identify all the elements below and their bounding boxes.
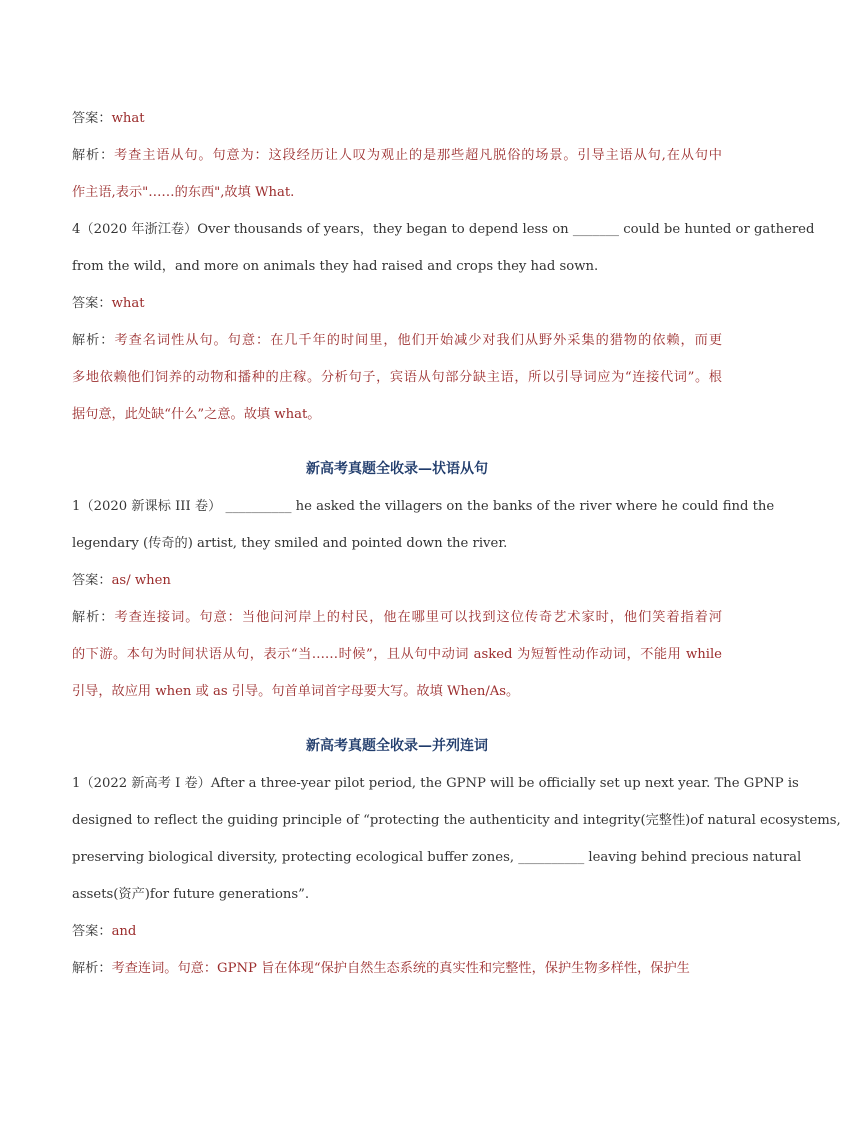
- answer-label: 答案：: [72, 111, 112, 126]
- answer-line: [72, 100, 722, 137]
- analysis-text: 考查连接词。句意：当他问河岸上的村民，他在哪里可以找到这位传奇艺术家时，他们笑着指着河: [114, 610, 723, 625]
- analysis-label: 解析：: [72, 961, 112, 976]
- answer-value: and: [111, 924, 137, 939]
- answer-line: [72, 562, 722, 599]
- answer-label: 答案：: [72, 296, 112, 311]
- answer-line: [72, 913, 722, 950]
- analysis-text: 考查连词。句意：GPNP 旨在体现“保护自然生态系统的真实性和完整性，保护生物多样性，保护生: [111, 961, 690, 976]
- analysis-line: 的下游。本句为时间状语从句，表示“当……时候”，且从句中动词 asked 为短暂性动作动词，不能用 while: [72, 647, 722, 662]
- analysis-text: 考查主语从句。句意为：这段经历让人叹为观止的是那些超凡脱俗的场景。引导主语从句,在从句中: [114, 148, 722, 163]
- question-line: from the wild，and more on animals they had raised and crops they had sown.: [72, 259, 599, 274]
- question-paragraph: [72, 765, 841, 913]
- section-title-adverbial: 新高考真题全收录—状语从句: [306, 461, 488, 477]
- question-paragraph: [72, 488, 775, 562]
- document-page: [72, 100, 841, 987]
- analysis-label: 解析：: [72, 148, 115, 163]
- question-line: 1（2022 新高考 I 卷）After a three-year pilot period, the GPNP will be officially set up next year. The GPNP is: [72, 776, 799, 791]
- analysis-line: 引导，故应用 when 或 as 引导。句首单词首字母要大写。故填 When/As。: [72, 684, 520, 699]
- answer-value: what: [111, 296, 145, 311]
- analysis-line: [72, 950, 722, 987]
- analysis-paragraph: [72, 322, 722, 433]
- analysis-line: 多地依赖他们饲养的动物和播种的庄稼。分析句子，宾语从句部分缺主语，所以引导词应为“连接代词”。根: [72, 370, 722, 385]
- answer-line: [72, 285, 722, 322]
- question-line: legendary (传奇的) artist, they smiled and pointed down the river.: [72, 536, 508, 551]
- analysis-line: [72, 137, 722, 174]
- analysis-line: 据句意，此处缺“什么”之意。故填 what。: [72, 407, 321, 422]
- question-line: designed to reflect the guiding principle of “protecting the authenticity and integrity(完整性)of natural ecosystems,: [72, 813, 841, 828]
- question-line: 1（2020 新课标 III 卷） __________ he asked the villagers on the banks of the river where he could find the: [72, 499, 775, 514]
- section-title-coordinating: 新高考真题全收录—并列连词: [306, 738, 488, 754]
- answer-label: 答案：: [72, 573, 112, 588]
- analysis-paragraph: [72, 599, 722, 710]
- analysis-text: 考查名词性从句。句意：在几千年的时间里，他们开始减少对我们从野外采集的猎物的依赖，而更: [114, 333, 723, 348]
- answer-label: 答案：: [72, 924, 112, 939]
- analysis-paragraph: [72, 137, 722, 211]
- question-line: preserving biological diversity, protecting ecological buffer zones, __________ leaving behind precious natural: [72, 850, 802, 865]
- question-line: 4（2020 年浙江卷）Over thousands of years，they began to depend less on _______ could be hunted or gathered: [72, 222, 815, 237]
- question-paragraph: [72, 211, 815, 285]
- answer-value: as/ when: [111, 573, 171, 588]
- analysis-line: [72, 322, 722, 359]
- analysis-line: 作主语,表示"……的东西",故填 What.: [72, 185, 295, 200]
- question-line: assets(资产)for future generations”.: [72, 887, 310, 902]
- analysis-label: 解析：: [72, 610, 115, 625]
- analysis-label: 解析：: [72, 333, 115, 348]
- analysis-line: [72, 599, 722, 636]
- answer-value: what: [111, 111, 145, 126]
